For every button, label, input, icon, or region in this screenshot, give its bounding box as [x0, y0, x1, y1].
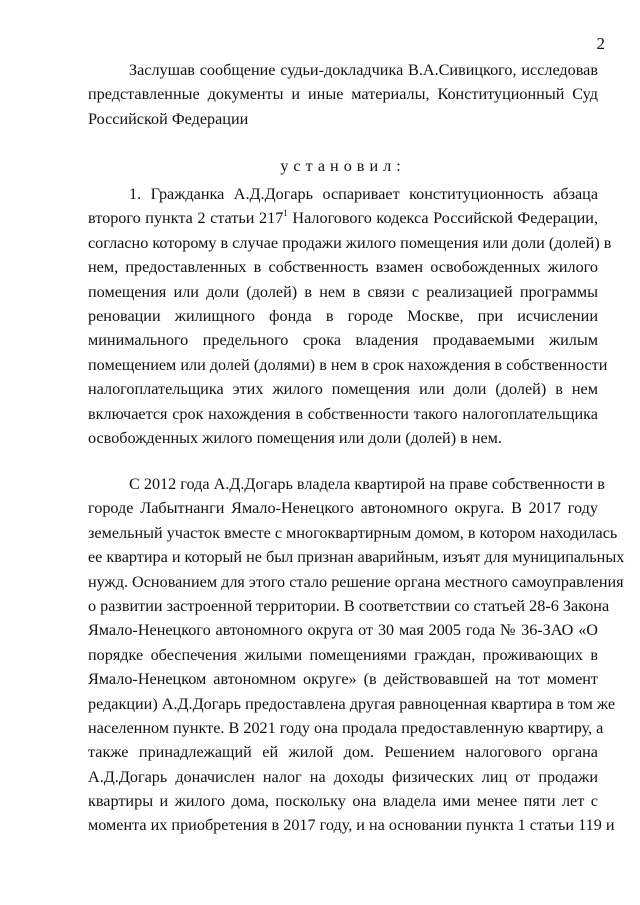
text-line: редакции) А.Д.Догарь предоставлена другая равноценная квартира в том же — [88, 694, 616, 713]
text-line: минимального предельного срока владения продаваемыми жилым — [88, 331, 598, 350]
text-line: налогоплательщика этих жилого помещения или доли (долей) в нем — [88, 380, 598, 399]
ruling-heading-block — [88, 154, 598, 178]
paragraph-2 — [88, 472, 625, 838]
page-number: 2 — [596, 34, 605, 53]
ruling-heading: установил: — [280, 157, 406, 175]
text-line: городе Лабытнанги Ямало-Ненецкого автономного округа. В 2017 году — [88, 499, 598, 518]
intro-paragraph — [88, 58, 598, 131]
text-line: порядке обеспечения жилыми помещениями граждан, проживающих в — [88, 645, 598, 664]
text-line: представленные документы и иные материалы, Конституционный Суд — [88, 85, 598, 104]
text-line: А.Д.Догарь доначислен налог на доходы физических лиц от продажи — [88, 767, 598, 786]
text-line: также принадлежащий ей жилой дом. Решением налогового органа — [88, 743, 598, 762]
text-line: нужд. Основанием для этого стало решение органа местного самоуправления — [88, 572, 624, 591]
paragraph-1 — [88, 182, 612, 450]
text-line: земельный участок вместе с многоквартирным домом, в котором находилась — [88, 523, 618, 542]
text-line: нем, предоставленных в собственность взамен освобожденных жилого — [88, 258, 598, 277]
footnote-marker: 1 — [283, 208, 288, 218]
text-line: момента их приобретения в 2017 году, и на основании пункта 1 статьи 119 и — [88, 816, 615, 835]
text-fragment: Налогового кодекса Российской Федерации, — [287, 209, 598, 228]
text-line: населенном пункте. В 2021 году она продала предоставленную квартиру, а — [88, 718, 604, 737]
text-line: Российской Федерации — [88, 109, 249, 128]
text-line: 1. Гражданка А.Д.Догарь оспаривает конституционность абзаца — [129, 185, 598, 203]
text-line: Ямало-Ненецкого автономного округа от 30 мая 2005 года № 36-ЗАО «О — [88, 621, 598, 640]
text-line: включается срок нахождения в собственности такого налогоплательщика — [88, 404, 598, 423]
text-line: квартиры и жилого дома, поскольку она владела ими менее пяти лет с — [88, 792, 598, 811]
text-fragment: второго пункта 2 статьи 217 — [88, 209, 284, 228]
text-line-with-footnote — [88, 206, 598, 230]
text-line: Ямало-Ненецком автономном округе» (в действовавшей на тот момент — [88, 670, 598, 689]
text-line: помещением или долей (долями) в нем в срок нахождения в собственности — [88, 355, 608, 374]
text-line: Заслушав сообщение судьи-докладчика В.А.Сивицкого, исследовав — [129, 61, 598, 79]
text-line: о развитии застроенной территории. В соответствии со статьей 28-6 Закона — [88, 596, 610, 615]
text-line: ее квартира и который не был признан аварийным, изъят для муниципальных — [88, 548, 625, 567]
text-line: реновации жилищного фонда в городе Москве, при исчислении — [88, 306, 598, 325]
text-line: согласно которому в случае продажи жилого помещения или доли (долей) в — [88, 233, 612, 252]
text-line: освобожденных жилого помещения или доли (долей) в нем. — [88, 428, 502, 447]
text-line: С 2012 года А.Д.Догарь владела квартирой на праве собственности в — [129, 475, 605, 493]
text-line: помещения или доли (долей) в нем в связи с реализацией программы — [88, 282, 598, 301]
